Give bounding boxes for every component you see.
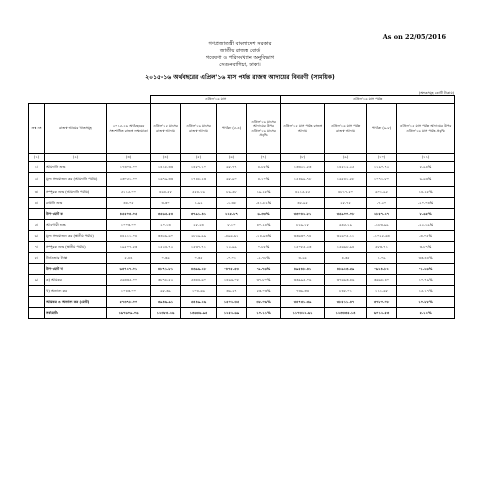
column-header: রাজস্ব আয়ের খাতসমূহ	[45, 104, 107, 154]
row-value: ৮.৬৫%	[397, 209, 455, 220]
row-value: ৫৭৩৭৮.০০	[107, 297, 151, 308]
row-serial: ৪।	[29, 198, 45, 209]
row-value: ৫৮৩.৭১	[367, 242, 397, 253]
row-value: ৪৩৯৬.২৮	[181, 264, 217, 275]
row-value: ১৫২৪.৭২	[151, 242, 181, 253]
row-value: ৬.৯৩%	[397, 173, 455, 187]
row-value: ৩৭৯১.৪১	[181, 209, 217, 220]
row-value: ৪.৮৫%	[247, 162, 281, 173]
address: সেগুনবাগিচা, ঢাকা।	[219, 62, 261, 68]
row-value: ২৮২৯.৯৯	[181, 231, 217, 242]
column-index: (১)	[29, 154, 45, 162]
row-value: -১৮৩.৯৯	[367, 220, 397, 231]
row-value: ৪.১০%	[247, 173, 281, 187]
row-value: ১৪৬৬.০৮	[217, 275, 247, 286]
column-index: (৫)	[181, 154, 217, 162]
row-label: উপ-মোট ক	[45, 209, 107, 220]
row-label: সম্পূরক শুল্ক (স্থানীয় পর্যায়)	[45, 242, 107, 253]
row-value: -৪১.৮২%	[247, 198, 281, 209]
row-value: ১৪৮৭.১০	[181, 162, 217, 173]
row-value: ১৬৫৪১.৫৮	[325, 173, 367, 187]
row-value: ৪৮৯২৩.৫৯	[325, 264, 367, 275]
table-row	[29, 275, 455, 286]
table-row	[29, 220, 455, 231]
row-value: ৬৮.৭৭	[217, 162, 247, 173]
row-value: ৭৩৬.৩৩	[281, 286, 325, 297]
row-value: ৪০.২৪%	[247, 220, 281, 231]
row-value: ২৮৫৭.২৭	[367, 209, 397, 220]
row-value: ১৫০৮৫.২৩	[281, 242, 325, 253]
wing-name: গবেষণা ও পরিসংখ্যান অনুবিভাগ	[205, 55, 275, 61]
row-value: ১৬৭৯.৩৩	[151, 173, 181, 187]
column-index: (৯)	[325, 154, 367, 162]
row-value: -১.২৬%	[397, 264, 455, 275]
column-index: (৮)	[281, 154, 325, 162]
row-value: ৩৬.২৭	[217, 286, 247, 297]
row-value: ৩৭৬৬৩.৪৬	[325, 275, 367, 286]
row-value: ১০৭১.৮০	[367, 173, 397, 187]
row-value: ২০.১৩	[151, 220, 181, 231]
unit-note: (অংকসমূহ কোটি টাকায়)	[418, 91, 454, 95]
row-value: ৪২১৫.৫৫	[281, 187, 325, 198]
row-label: আবগারী শুল্ক	[45, 220, 107, 231]
row-value: ৩.৩০	[151, 198, 181, 209]
row-value: ৮২৯.১৮	[281, 220, 325, 231]
row-value: ৬৮.৩৯	[151, 286, 181, 297]
row-value: ১৪৫১২.২৫	[325, 162, 367, 173]
row-label: খ) অন্যান্য কর	[45, 286, 107, 297]
row-value: ১৪.২৮%	[397, 187, 455, 198]
row-value: -২.৭৮%	[247, 253, 281, 264]
row-value: -১০২৫.৬৩	[367, 231, 397, 242]
row-value: ১১১.৬৮	[367, 286, 397, 297]
row-value: ৩৩০৪২.৮১	[281, 209, 325, 220]
column-index: (৭)	[247, 154, 281, 162]
row-value: ৬৮.৯০	[217, 173, 247, 187]
row-value: ১১৭৩২২.৬১	[281, 308, 325, 319]
row-value: -৩.০৫%	[397, 231, 455, 242]
row-label: সর্বমোট:	[45, 308, 107, 319]
row-value: ৩৩.৪৪%	[397, 253, 455, 264]
table-row	[29, 162, 455, 173]
column-index: (১১)	[397, 154, 455, 162]
row-value: ২৮.৭৫	[325, 198, 367, 209]
row-value: ১৯৫০৭.৫৩	[107, 242, 151, 253]
row-value: ৩৮৭৮.৫২	[151, 275, 181, 286]
row-value: -২২.১৯%	[397, 220, 455, 231]
column-index: (৩)	[107, 154, 151, 162]
table-row	[29, 286, 455, 297]
column-header: পার্থক্য (৯-৮)	[367, 104, 397, 154]
row-value: ১৫৩৭.৭১	[181, 242, 217, 253]
row-serial	[29, 264, 45, 275]
subtotal-row	[29, 308, 455, 319]
row-value: ১৫৪৬৯.৭৮	[281, 173, 325, 187]
row-value: ৩৪.০৫	[107, 198, 151, 209]
column-index: (৬)	[217, 154, 247, 162]
column-header: এপ্রিল'১৬ মাস পর্যন্ত রাজস্ব আদায়	[325, 104, 367, 154]
row-serial: ৭।	[29, 242, 45, 253]
column-header: এপ্রিল'১৫ মাস পর্যন্ত আদায়ের উপর এপ্রিল'১৬ মাস পর্যন্ত প্রবৃদ্ধি	[397, 104, 455, 154]
row-value: ১০.৭৯%	[397, 275, 455, 286]
column-header: ক্রঃ নং	[29, 104, 45, 154]
row-serial: ৫।	[29, 220, 45, 231]
row-value: ১২৩৩৩৫.১৪	[325, 308, 367, 319]
column-header: এপ্রিল'১৬ মাসের আদায়ের উপর এপ্রিল'১৬ মাসের প্রবৃদ্ধি	[247, 104, 281, 154]
row-value: ৫১১৫.০০	[107, 187, 151, 198]
board-name: জাতীয় রাজস্ব বোর্ড	[219, 48, 261, 54]
group-cumulative-header: এপ্রিল'১৬ মাস পর্যন্ত	[281, 96, 455, 104]
row-value: ৩৩২৬.৬০	[151, 231, 181, 242]
row-value: ৫৫৪.১৬	[181, 187, 217, 198]
column-index: (২)	[45, 154, 107, 162]
column-header: এপ্রিল'১৬ মাসের রাজস্ব আদায়	[181, 104, 217, 154]
row-label: সম্পূরক শুল্ক (আমদানি পর্যায়)	[45, 187, 107, 198]
table-row	[29, 187, 455, 198]
table-row	[29, 173, 455, 187]
row-value: ১৩৩২১.৫৩	[281, 162, 325, 173]
row-value: ০.৩৬	[151, 253, 181, 264]
row-value: ২৮.২৩	[181, 220, 217, 231]
column-index: (৪)	[151, 154, 181, 162]
row-value: ১.০৯	[367, 253, 397, 264]
row-value: ৩৫.৯৫	[281, 198, 325, 209]
table-row	[29, 253, 455, 264]
row-label: ক) আয়কর	[45, 275, 107, 286]
row-value: ৫৪৪৯.২৬	[181, 297, 217, 308]
row-value: ৪৯৫৪৮.৪১	[281, 264, 325, 275]
row-value: ১৭৩০৪.০০	[107, 162, 151, 173]
row-value: -১.৩৮	[217, 198, 247, 209]
row-value: ৩৫৯০০.০৮	[325, 209, 367, 220]
row-value: ৬৪৫.১৯	[325, 220, 367, 231]
blank-group	[29, 96, 151, 104]
row-value: ১০.১১%	[247, 308, 281, 319]
row-label: টার্নওভার ট্যাক্স	[45, 253, 107, 264]
row-value: ৩৭৮০.০৮	[367, 297, 397, 308]
row-serial	[29, 209, 45, 220]
row-label: মূল্য সংযোজন কর (স্থানীয় পর্যায়)	[45, 231, 107, 242]
row-value: ১.৯২	[181, 198, 217, 209]
row-value: ৩৭.৮০%	[247, 275, 281, 286]
row-value: ৮.৯৪%	[397, 162, 455, 173]
table-row	[29, 231, 455, 242]
as-on-date: As on 22/05/2016	[382, 33, 446, 41]
row-value: ১২৫২.৬৯	[217, 308, 247, 319]
row-value: ০.৩৫	[181, 253, 217, 264]
row-value: ৩.২৬	[281, 253, 325, 264]
row-value: ৮৯.৫৮	[217, 187, 247, 198]
row-value: ৫৩.০৩%	[247, 286, 281, 297]
row-value: ৩৩৯৯৫.০৬	[281, 275, 325, 286]
row-value: ৪৬৪.৫৮	[151, 187, 181, 198]
row-value: ৩৮৫১১.৪৭	[325, 297, 367, 308]
column-header: এপ্রিল'১৫ মাস পর্যন্ত রাজস্ব আদায়	[281, 104, 325, 154]
row-value: ৮৪৮.০১	[325, 286, 367, 297]
column-index: (১০)	[367, 154, 397, 162]
row-value: ১০০৩.০০	[107, 220, 151, 231]
row-value: ১০৪৩.০০	[107, 286, 151, 297]
row-serial	[29, 308, 45, 319]
row-value: -১৪.৯৩%	[247, 231, 281, 242]
column-header: ২০১৫-১৬ অর্থবছরের সংশোধিত রাজস্ব লক্ষ্যমাত্রা	[107, 104, 151, 154]
row-value: ৩৮.০৬%	[247, 297, 281, 308]
row-value: ৫.১২%	[397, 308, 455, 319]
row-value: -৯.৭৬%	[247, 264, 281, 275]
row-value: -৪৯৬.৬১	[217, 231, 247, 242]
row-value: ২৩০৫১.০০	[107, 173, 151, 187]
row-value: ১৫০২.৩৫	[217, 297, 247, 308]
report-title: ২০১৫-১৬ অর্থবছরের এপ্রিল'১৬ মাস পর্যন্ত রাজস্ব আদায়ের বিবরণী (সাময়িক)	[145, 74, 335, 81]
row-value: ০.৮৫%	[247, 242, 281, 253]
row-serial: ৮।	[29, 253, 45, 264]
row-serial: ৩।	[29, 187, 45, 198]
row-label: উপ-মোট খ	[45, 264, 107, 275]
row-value: ৩৫৬৫.৫৪	[151, 209, 181, 220]
row-value: -৪৭৫.৫৩	[217, 264, 247, 275]
revenue-table	[28, 95, 455, 319]
row-value: ৩৪৭৩১.৩৯	[281, 297, 325, 308]
row-value: ৪৫৫০৪.০৫	[107, 209, 151, 220]
row-label: আমদানি শুল্ক	[45, 162, 107, 173]
row-value: ৪৮৭১.৮১	[151, 264, 181, 275]
row-value: ১৬৭৬০৯.০৬	[107, 308, 151, 319]
government-name: গণপ্রজাতন্ত্রী বাংলাদেশ সরকার	[208, 41, 272, 47]
row-value: -৬২৪.৮২	[367, 264, 397, 275]
row-value: ৩২৬০৫.১১	[325, 231, 367, 242]
row-value: ৫৩৪৪.৬০	[181, 275, 217, 286]
table-row	[29, 242, 455, 253]
row-value: ১০৪.৬৬	[181, 286, 217, 297]
column-header: এপ্রিল'১৫ মাসের রাজস্ব আদায়	[151, 104, 181, 154]
group-month-header: এপ্রিল'১৬ মাস	[151, 96, 281, 104]
row-value: ৩.৮৭%	[397, 242, 455, 253]
row-value: ১৭৪৮.২৩	[181, 173, 217, 187]
row-value: ৮.১০	[217, 220, 247, 231]
row-serial: ২।	[29, 173, 45, 187]
row-serial	[29, 297, 45, 308]
column-header: পার্থক্য (৫-৪)	[217, 104, 247, 154]
row-value: -০.০১	[217, 253, 247, 264]
row-value: ৪৪২১১.০৪	[107, 231, 151, 242]
row-value: ৩৬৬৮.৪০	[367, 275, 397, 286]
row-value: ৬০১২.৫৩	[367, 308, 397, 319]
row-value: ১১৯০.৭২	[367, 162, 397, 173]
row-value: ১৩৬৩৬.৯৫	[181, 308, 217, 319]
row-value: ৬.৩৩%	[247, 209, 281, 220]
row-value: ৩৯৪৬.৯১	[151, 297, 181, 308]
row-label: মূল্য সংযোজন কর (আমদানি পর্যায়)	[45, 173, 107, 187]
row-value: ১০.৮৮%	[397, 297, 455, 308]
subtotal-row	[29, 264, 455, 275]
subtotal-row	[29, 297, 455, 308]
row-value: ১৯.২৮%	[247, 187, 281, 198]
row-value: ১৫.১৭%	[397, 286, 455, 297]
row-value: -২০.০৩%	[397, 198, 455, 209]
row-value: ১২৩৮৪.২৬	[151, 308, 181, 319]
row-value: ৫৬৩৩৫.০০	[107, 275, 151, 286]
subtotal-row	[29, 209, 455, 220]
row-value: ১২.৯৯	[217, 242, 247, 253]
row-serial: ৯।	[29, 275, 45, 286]
row-serial	[29, 286, 45, 297]
row-label: রপ্তানি শুল্ক	[45, 198, 107, 209]
row-value: ৬৪৭২৭.০১	[107, 264, 151, 275]
row-value: ৬০১.৯৫	[367, 187, 397, 198]
row-value: ৪.৩৫	[325, 253, 367, 264]
row-value: ৪৮১৭.৫০	[325, 187, 367, 198]
row-value: ১৫৬৬৮.৯৪	[325, 242, 367, 253]
row-serial: ৬।	[29, 231, 45, 242]
table-row	[29, 198, 455, 209]
row-serial: ১।	[29, 162, 45, 173]
row-value: ৩৩৬৩০.৭৪	[281, 231, 325, 242]
row-value: ১৪১৮.৩৩	[151, 162, 181, 173]
row-label: আয়কর ও অন্যান্য কর (মোট)	[45, 297, 107, 308]
row-value: ২২৫.৮৭	[217, 209, 247, 220]
row-value: -৭.২০	[367, 198, 397, 209]
row-value: ৫.৪৪	[107, 253, 151, 264]
